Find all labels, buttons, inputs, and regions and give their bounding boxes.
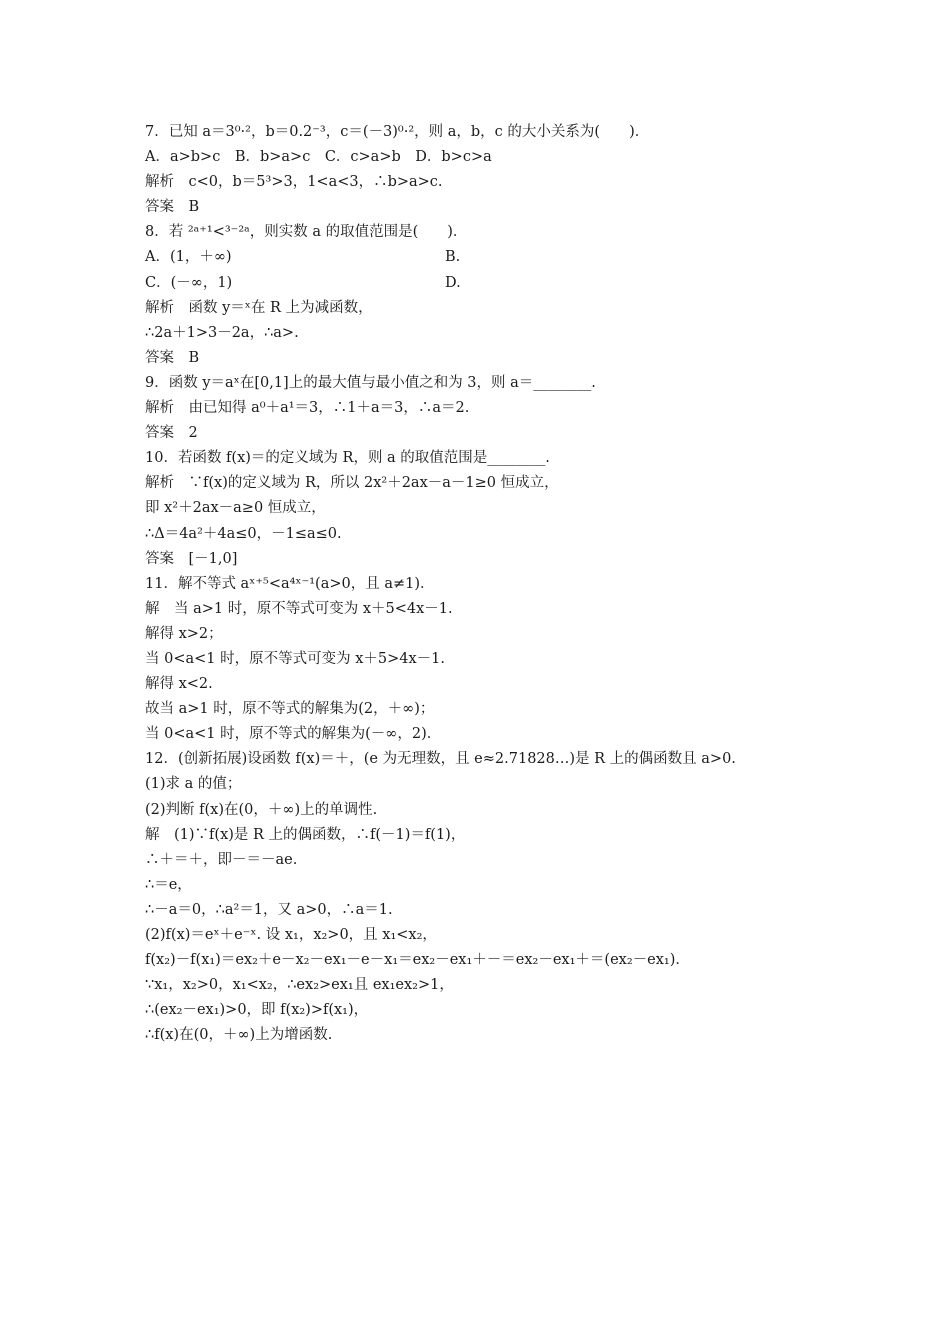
text-line: (2)f(x)＝eˣ＋e⁻ˣ. 设 x₁，x₂>0，且 x₁<x₂， bbox=[145, 927, 437, 943]
text-line: ∴－a＝0，∴a²＝1，又 a>0，∴a＝1. bbox=[145, 901, 393, 918]
text-line: 故当 a>1 时，原不等式的解集为(2，＋∞)； bbox=[145, 701, 435, 718]
text-line: 12．(创新拓展)设函数 f(x)＝＋，(e 为无理数，且 e≈2.71828…)是 R 上的偶函数且 a>0. bbox=[145, 751, 736, 768]
text-line: ∴＋＝＋，即－＝－ae. bbox=[145, 851, 298, 868]
text-line: ∴f(x)在(0，＋∞)上为增函数. bbox=[145, 1027, 333, 1044]
text-line: (2)判断 f(x)在(0，＋∞)上的单调性. bbox=[145, 801, 378, 818]
text-line: 9．函数 y＝aˣ在[0,1]上的最大值与最小值之和为 3，则 a＝________. bbox=[145, 374, 596, 391]
text-line: 11．解不等式 aˣ⁺⁵<a⁴ˣ⁻¹(a>0，且 a≠1)． bbox=[145, 575, 435, 592]
text-line: 解 (1)∵f(x)是 R 上的偶函数，∴f(－1)＝f(1)， bbox=[145, 826, 466, 843]
text-line: 7．已知 a＝3⁰·²，b＝0.2⁻³，c＝(－3)⁰·²，则 a，b，c 的大小关系为( )． bbox=[145, 124, 650, 140]
text-line: 解析 由已知得 a⁰＋a¹＝3，∴1＋a＝3，∴a＝2. bbox=[145, 400, 470, 417]
option-left: A．(1，＋∞) bbox=[145, 249, 232, 266]
text-line: 答案 B bbox=[145, 349, 200, 366]
text-line: 10．若函数 f(x)＝的定义域为 R，则 a 的取值范围是________. bbox=[145, 450, 550, 467]
text-line: ∴2a＋1>3－2a，∴a>. bbox=[145, 324, 299, 341]
text-line: ∴(ex₂－ex₁)>0，即 f(x₂)>f(x₁)， bbox=[145, 1002, 369, 1019]
text-line: 解析 c<0，b＝5³>3，1<a<3，∴b>a>c. bbox=[145, 174, 443, 191]
text-line bbox=[145, 245, 825, 270]
text-line: ∵x₁，x₂>0，x₁<x₂，∴ex₂>ex₁且 ex₁ex₂>1， bbox=[145, 977, 454, 994]
text-line: 解得 x>2； bbox=[145, 625, 223, 642]
option-right: D. bbox=[445, 274, 461, 291]
text-line bbox=[145, 271, 825, 296]
text-line: 当 0<a<1 时，原不等式的解集为(－∞，2)． bbox=[145, 726, 442, 743]
text-line: ∴＝e， bbox=[145, 876, 192, 893]
text-line: 解析 函数 y＝ˣ在 R 上为减函数， bbox=[145, 299, 373, 316]
text-line: 即 x²＋2ax－a≥0 恒成立， bbox=[145, 500, 326, 517]
text-line: 解析 ∵f(x)的定义域为 R，所以 2x²＋2ax－a－1≥0 恒成立， bbox=[145, 475, 559, 492]
text-line: f(x₂)－f(x₁)＝ex₂＋e－x₂－ex₁－e－x₁＝ex₂－ex₁＋－＝ex₂－ex₁＋＝(ex₂－ex₁)． bbox=[145, 952, 690, 969]
text-line: 当 0<a<1 时，原不等式可变为 x＋5>4x－1. bbox=[145, 650, 446, 667]
text-line: 答案 2 bbox=[145, 425, 198, 442]
text-line: 解 当 a>1 时，原不等式可变为 x＋5<4x－1. bbox=[145, 600, 453, 617]
text-line: 解得 x<2. bbox=[145, 676, 213, 693]
text-line: 8．若 ²ᵃ⁺¹<³⁻²ᵃ，则实数 a 的取值范围是( )． bbox=[145, 224, 468, 241]
document-content bbox=[145, 120, 825, 1048]
option-left: C．(－∞，1) bbox=[145, 274, 233, 291]
text-line: A．a>b>c B．b>a>c C．c>a>b D．b>c>a bbox=[145, 149, 492, 166]
text-line: 答案 [－1,0] bbox=[145, 550, 238, 567]
text-line: ∴Δ＝4a²＋4a≤0，－1≤a≤0. bbox=[145, 525, 342, 542]
text-line: 答案 B bbox=[145, 199, 200, 216]
option-right: B. bbox=[445, 249, 461, 266]
text-line: (1)求 a 的值； bbox=[145, 776, 242, 793]
